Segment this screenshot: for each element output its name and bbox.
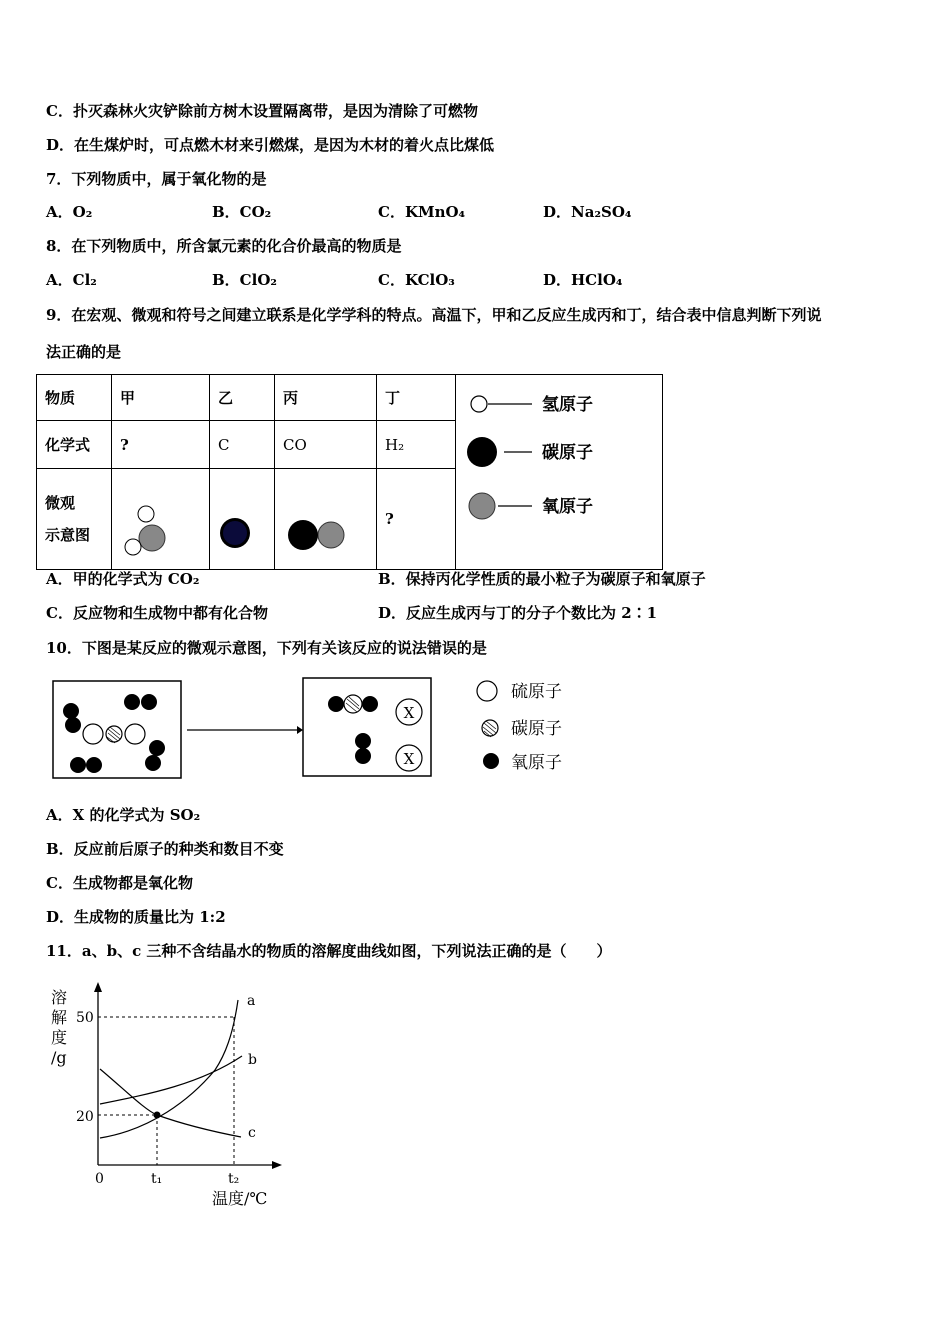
q11-solubility-chart: [40, 980, 300, 1210]
q7-option-c: C．KMnO₄: [378, 203, 466, 221]
curve-b: [100, 1056, 242, 1104]
oxygen-atom-icon: [86, 757, 102, 773]
legend-oxygen-label: 氧原子: [542, 497, 593, 517]
q7-option-a: A．O₂: [46, 203, 93, 221]
cell-micro-jia: [112, 469, 210, 570]
q9-legend: [456, 375, 663, 570]
q9-option-c: C．反应物和生成物中都有化合物: [46, 604, 268, 622]
q9-stem-line2: 法正确的是: [46, 343, 122, 361]
cell-micro-ding: ?: [377, 469, 456, 570]
q10-reaction-diagram: [40, 672, 600, 788]
row-header-substance: 物质: [37, 375, 112, 421]
q11-stem: 11．a、b、c 三种不含结晶水的物质的溶解度曲线如图，下列说法正确的是（ ）: [46, 942, 612, 960]
q10-stem: 10．下图是某反应的微观示意图，下列有关该反应的说法错误的是: [46, 639, 487, 657]
legend-hydrogen-label: 氢原子: [542, 395, 593, 415]
legend-sulfur-label: 硫原子: [511, 682, 562, 702]
q7-stem: 7．下列物质中，属于氧化物的是: [46, 170, 267, 188]
curve-label-c: c: [248, 1125, 256, 1141]
q10-option-b: B．反应前后原子的种类和数目不变: [46, 840, 284, 858]
x-label: 温度/℃: [212, 1189, 268, 1208]
q8-option-d: D．HClO₄: [543, 271, 623, 289]
q10-option-c: C．生成物都是氧化物: [46, 874, 193, 892]
jia-molecule-icon: [112, 469, 209, 565]
q10-option-a: A．X 的化学式为 SO₂: [46, 806, 201, 824]
oxygen-atom-icon: [65, 717, 81, 733]
legend-carbon-label: 碳原子: [511, 719, 562, 739]
q9-table: [36, 374, 663, 570]
cell-formula-bing: CO: [275, 421, 377, 469]
q8-option-a: A．Cl₂: [46, 271, 97, 289]
oxygen-atom-icon: [63, 703, 79, 719]
q9-stem-line1: 9．在宏观、微观和符号之间建立联系是化学学科的特点。高温下，甲和乙反应生成丙和丁，结合表中信息判断下列说: [46, 306, 822, 324]
q9-legend-graphic: [456, 375, 662, 565]
oxygen-atom-icon: [362, 696, 378, 712]
oxygen-atom-icon: [124, 694, 140, 710]
q10-option-d: D．生成物的质量比为 1:2: [46, 908, 226, 926]
cell-substance-yi: 乙: [210, 375, 275, 421]
cell-formula-jia: ?: [112, 421, 210, 469]
x-label: X: [403, 704, 415, 722]
sulfur-atom-icon: [477, 681, 497, 701]
cell-formula-ding: H₂: [377, 421, 456, 469]
legend-carbon-label: 碳原子: [542, 443, 593, 463]
curve-label-b: b: [248, 1052, 257, 1068]
legend-oxygen-label: 氧原子: [511, 753, 562, 773]
q9-option-d: D．反应生成丙与丁的分子个数比为 2∶1: [378, 604, 658, 622]
y-label-3: 度: [51, 1028, 68, 1047]
curve-c: [100, 1069, 241, 1137]
y-label-4: /g: [51, 1048, 67, 1067]
sulfur-atom-icon: [125, 724, 145, 744]
cell-micro-yi: [210, 469, 275, 570]
x-tick-t2: t₂: [228, 1171, 240, 1187]
carbon-atom-icon: [467, 437, 497, 467]
micro-label-2: 示意图: [45, 526, 91, 544]
x-tick-t1: t₁: [151, 1171, 163, 1187]
q6-option-c: C．扑灭森林火灾铲除前方树木设置隔离带，是因为清除了可燃物: [46, 102, 478, 120]
co-molecule-icon: [275, 469, 376, 565]
oxygen-atom-icon: [149, 740, 165, 756]
oxygen-atom-icon: [355, 733, 371, 749]
hydrogen-atom-icon: [471, 396, 487, 412]
cell-substance-ding: 丁: [377, 375, 456, 421]
q8-stem: 8．在下列物质中，所含氯元素的化合价最高的物质是: [46, 237, 402, 255]
sulfur-atom-icon: [83, 724, 103, 744]
q8-option-b: B．ClO₂: [212, 271, 277, 289]
cell-micro-bing: [275, 469, 377, 570]
q6-option-d: D．在生煤炉时，可点燃木材来引燃煤，是因为木材的着火点比煤低: [46, 136, 495, 154]
q9-option-b: B．保持丙化学性质的最小粒子为碳原子和氧原子: [378, 570, 706, 588]
curve-label-a: a: [247, 993, 256, 1009]
y-tick-50: 50: [76, 1010, 94, 1026]
row-header-formula: 化学式: [37, 421, 112, 469]
oxygen-atom-icon: [355, 748, 371, 764]
curve-a: [100, 1000, 238, 1138]
x-axis-arrow: [272, 1161, 282, 1169]
oxygen-atom-icon: [70, 757, 86, 773]
x-tick-0: 0: [95, 1171, 104, 1187]
row-header-micro: [37, 469, 112, 570]
oxygen-atom-icon: [328, 696, 344, 712]
y-label-1: 溶: [51, 988, 68, 1007]
cell-substance-bing: 丙: [275, 375, 377, 421]
oxygen-atom-icon: [141, 694, 157, 710]
y-axis-arrow: [94, 982, 102, 992]
y-label-2: 解: [51, 1008, 68, 1027]
cell-formula-yi: C: [210, 421, 275, 469]
oxygen-atom-icon: [469, 493, 495, 519]
arrow-head: [297, 726, 303, 734]
carbon-atom-icon: [210, 469, 274, 565]
micro-label-1: 微观: [45, 494, 76, 512]
intersection-point: [154, 1112, 161, 1119]
y-tick-20: 20: [76, 1109, 94, 1125]
cell-substance-jia: 甲: [112, 375, 210, 421]
q7-option-d: D．Na₂SO₄: [543, 203, 632, 221]
q9-option-a: A．甲的化学式为 CO₂: [46, 570, 200, 588]
x-label: X: [403, 750, 415, 768]
q8-option-c: C．KClO₃: [378, 271, 455, 289]
oxygen-atom-icon: [483, 753, 499, 769]
oxygen-atom-icon: [145, 755, 161, 771]
q7-option-b: B．CO₂: [212, 203, 272, 221]
